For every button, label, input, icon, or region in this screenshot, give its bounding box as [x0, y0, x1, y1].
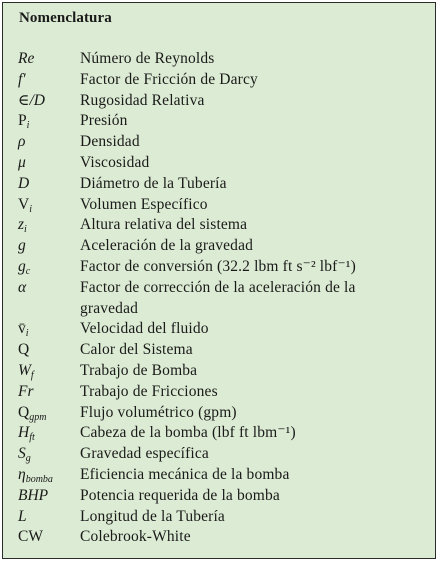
symbol: $W_f$	[18, 361, 34, 381]
nomenclature-row-pump-head	[3, 423, 435, 444]
nomenclature-row-bhp	[3, 486, 435, 507]
nomenclature-row-diameter	[3, 174, 435, 195]
symbol: Re	[18, 50, 35, 67]
symbol: $H_{ft}$	[18, 424, 35, 444]
symbol: $z_i$	[18, 216, 27, 236]
nomenclature-row-height	[3, 215, 435, 236]
symbol: D	[18, 174, 30, 192]
symbol: Fr	[18, 382, 34, 400]
symbol: $g_c$	[18, 257, 31, 277]
symbol: $S_g$	[18, 445, 31, 465]
symbol: ρ	[18, 133, 26, 151]
description: Factor de conversión (32.2 lbm ft s⁻² lbf⁻¹)	[80, 257, 356, 275]
nomenclature-row-length	[3, 507, 435, 528]
symbol: L	[18, 507, 27, 525]
description: Trabajo de Fricciones	[80, 382, 218, 400]
description: Velocidad del fluido	[80, 320, 209, 338]
symbol: α	[18, 278, 27, 296]
nomenclature-row-efficiency	[3, 465, 435, 486]
nomenclature-row-density	[3, 132, 435, 153]
description: Potencia requerida de la bomba	[80, 486, 280, 504]
symbol: Q	[18, 341, 30, 359]
symbol: g	[18, 237, 26, 255]
nomenclature-row-velocity	[3, 319, 435, 340]
description: Número de Reynolds	[80, 50, 215, 67]
symbol: $V_i$	[18, 195, 32, 215]
symbol: $P_i$	[18, 112, 30, 132]
nomenclature-row-colebrook	[3, 527, 435, 548]
description: Flujo volumétrico (gpm)	[80, 403, 237, 421]
symbol: $\eta_{bomba}$	[18, 465, 53, 485]
nomenclature-box	[2, 2, 436, 559]
nomenclature-row-flow	[3, 403, 435, 424]
symbol: BHP	[18, 486, 49, 504]
nomenclature-row-correction-factor	[3, 278, 435, 320]
nomenclature-row-heat	[3, 340, 435, 361]
nomenclature-row-specific-gravity	[3, 444, 435, 465]
symbol: ∈/D	[18, 91, 45, 109]
description: Viscosidad	[80, 153, 150, 171]
description: Altura relativa del sistema	[80, 216, 248, 234]
description: Presión	[80, 112, 128, 130]
symbol: $v̄_i$	[18, 320, 29, 340]
symbol: CW	[18, 528, 43, 546]
nomenclature-row-pump-work	[3, 361, 435, 382]
nomenclature-row-friction-work	[3, 382, 435, 403]
description: Factor de Fricción de Darcy	[80, 70, 258, 88]
nomenclature-row-viscosity	[3, 153, 435, 174]
nomenclature-row-gravity	[3, 236, 435, 257]
description: Longitud de la Tubería	[80, 507, 225, 525]
symbol: μ	[18, 153, 26, 171]
nomenclature-row-roughness	[3, 91, 435, 112]
description: Diámetro de la Tubería	[80, 174, 227, 192]
description: Colebrook-White	[80, 528, 191, 546]
description: Factor de corrección de la aceleración de la gravedad	[80, 278, 356, 317]
description: Volumen Específico	[80, 195, 208, 213]
description: Aceleración de la gravedad	[80, 237, 254, 255]
description: Calor del Sistema	[80, 341, 193, 359]
nomenclature-row-re	[3, 49, 435, 70]
nomenclature-list	[3, 49, 435, 548]
nomenclature-title: Nomenclatura	[19, 10, 112, 26]
nomenclature-row-darcy	[3, 70, 435, 91]
nomenclature-row-specific-volume	[3, 195, 435, 216]
nomenclature-row-conversion	[3, 257, 435, 278]
nomenclature-row-pressure	[3, 111, 435, 132]
description: Rugosidad Relativa	[80, 91, 205, 109]
symbol: $Q_{gpm}$	[18, 403, 47, 423]
description: Trabajo de Bomba	[80, 361, 198, 379]
description: Eficiencia mecánica de la bomba	[80, 465, 290, 483]
description: Gravedad específica	[80, 445, 209, 463]
description: Densidad	[80, 133, 140, 151]
description: Cabeza de la bomba (lbf ft lbm⁻¹)	[80, 424, 296, 442]
symbol: f′	[18, 70, 26, 88]
